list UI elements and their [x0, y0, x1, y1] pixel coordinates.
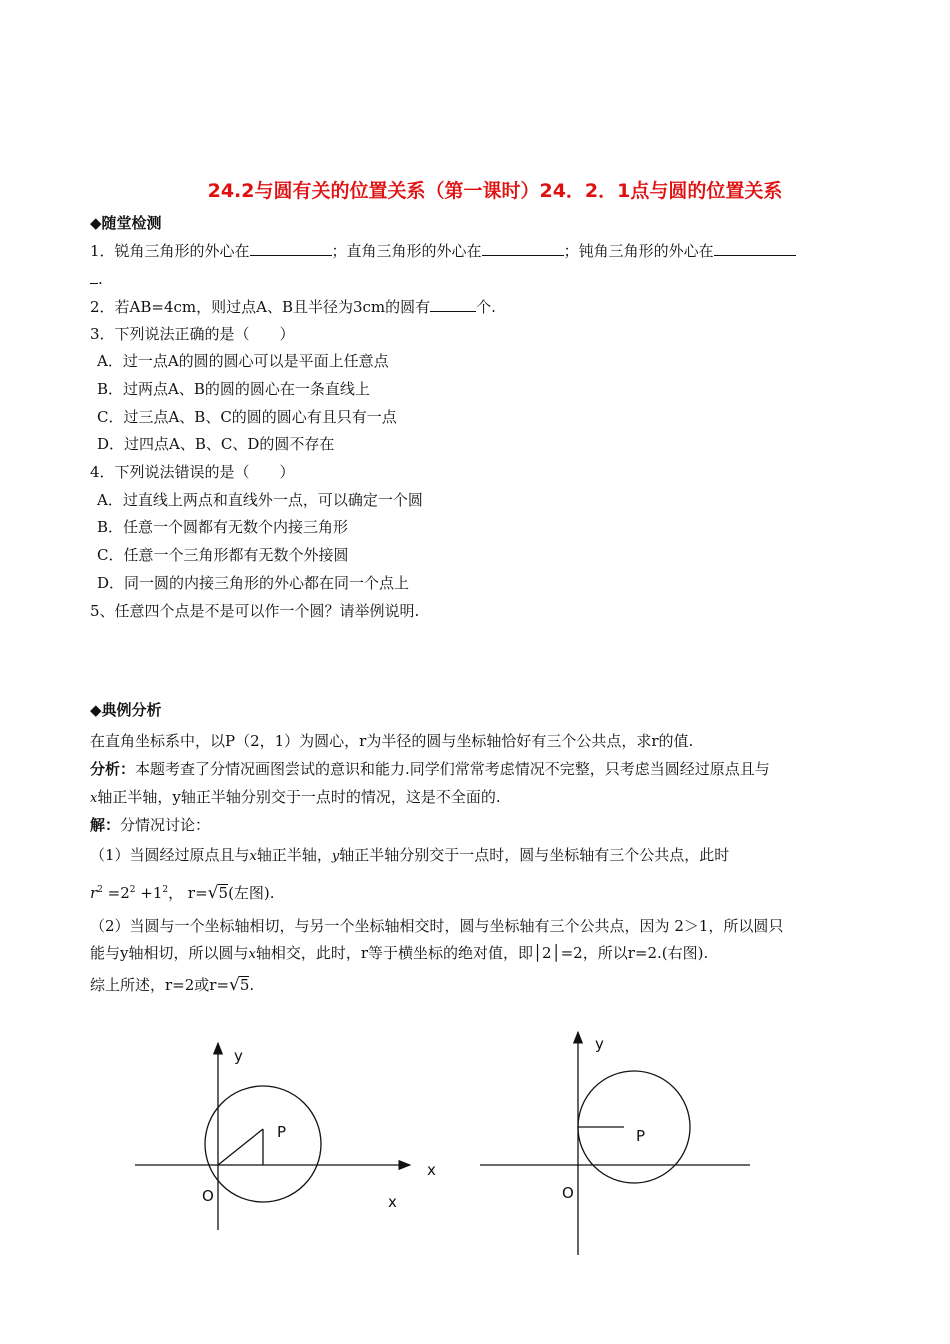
analysis-line-2: [90, 787, 501, 809]
q2-part-a: 2．若AB=4cm，则过点A、B且半径为3cm的圆有: [90, 298, 431, 316]
origin-label: O: [202, 1187, 214, 1205]
formula-part: (左图).: [228, 884, 275, 902]
q3-option-b: B．过两点A、B的圆的圆心在一条直线上: [97, 380, 370, 398]
formula-part: +1: [135, 884, 163, 902]
origin-label: O: [562, 1184, 574, 1202]
question-4: 4．下列说法错误的是（ ）: [90, 463, 295, 481]
conclusion-text: 综上所述，r=2或r=: [90, 976, 230, 994]
question-5: 5、任意四个点是不是可以作一个圆？请举例说明.: [90, 602, 420, 620]
q3-option-d: D．过四点A、B、C、D的圆不存在: [97, 435, 335, 453]
case1-text-b: 轴正半轴，: [256, 846, 332, 864]
case-1-line-1: [90, 845, 729, 867]
case-1-formula: [90, 880, 275, 903]
conclusion-end: .: [249, 976, 255, 994]
case2-text-b: 轴相交，此时，r等于横坐标的绝对值，即│2│=2，所以r=2.(右图).: [255, 944, 709, 962]
example-problem: 在直角坐标系中，以P（2，1）为圆心，r为半径的圆与坐标轴恰好有三个公共点，求r的值.: [90, 732, 694, 750]
solution-line: [90, 815, 210, 835]
section-heading-example: ◆典例分析: [90, 701, 162, 719]
q2-part-b: 个.: [476, 298, 496, 316]
x-label: x: [427, 1161, 436, 1179]
var-r: r: [90, 884, 98, 902]
p-label: P: [277, 1123, 287, 1141]
q3-option-a: A．过一点A的圆的圆心可以是平面上任意点: [97, 352, 389, 370]
sqrt-sign: √: [229, 975, 240, 995]
analysis-label: 分析：: [90, 760, 136, 778]
conclusion-line: [90, 975, 254, 995]
radius-line: [218, 1129, 263, 1165]
q4-option-b: B．任意一个圆都有无数个内接三角形: [97, 518, 349, 536]
answer-blank: [90, 269, 98, 284]
case-2-line-1: （2）当圆与一个坐标轴相切，与另一个坐标轴相交时，圆与坐标轴有三个公共点，因为 2＞1，所以圆只: [90, 917, 784, 935]
answer-blank: [430, 297, 476, 312]
exponent: 2: [162, 885, 169, 895]
var-x: x: [90, 791, 98, 806]
q4-option-a: A．过直线上两点和直线外一点，可以确定一个圆: [97, 491, 423, 509]
p-label: P: [636, 1127, 646, 1145]
analysis-text: 本题考查了分情况画图尝试的意识和能力.同学们常常考虑情况不完整，只考虑当圆经过原点且与: [135, 760, 770, 778]
formula-part: =2: [102, 884, 130, 902]
y-label: y: [234, 1047, 243, 1065]
q4-option-c: C．任意一个三角形都有无数个外接圆: [97, 546, 349, 564]
sqrt-sign: √: [207, 883, 219, 903]
case2-text-a: 能与y轴相切，所以圆与: [90, 944, 249, 962]
case1-text-a: （1）当圆经过原点且与: [90, 846, 250, 864]
x-label-2: x: [388, 1193, 397, 1211]
var-x: x: [248, 947, 256, 962]
page-title: 24.2与圆有关的位置关系（第一课时）24．2．1点与圆的位置关系: [207, 180, 783, 202]
left-figure: [120, 1035, 450, 1235]
solution-label: 解：: [90, 816, 121, 834]
answer-blank: [714, 241, 796, 256]
q1-part-c: ；钝角三角形的外心在: [563, 242, 714, 260]
question-3: 3．下列说法正确的是（ ）: [90, 325, 295, 343]
question-2: [90, 297, 496, 317]
q1-part-d: .: [98, 270, 103, 288]
solution-text: 分情况讨论：: [120, 816, 211, 834]
q1-part-a: 1．锐角三角形的外心在: [90, 242, 250, 260]
var-x: x: [249, 849, 257, 864]
analysis-text-2: 轴正半轴，y轴正半轴分别交于一点时的情况，这是不全面的.: [97, 788, 501, 806]
sqrt-radicand: 5: [218, 884, 229, 902]
right-figure: [470, 1020, 770, 1260]
var-y: y: [331, 849, 340, 864]
y-label: y: [595, 1035, 604, 1053]
question-1: [90, 241, 796, 261]
answer-blank: [482, 241, 564, 256]
sqrt-radicand: 5: [239, 976, 250, 994]
case1-text-c: 轴正半轴分别交于一点时，圆与坐标轴有三个公共点，此时: [339, 846, 730, 864]
formula-part: ， r=: [168, 884, 208, 902]
section-heading-quiz: ◆随堂检测: [90, 214, 162, 232]
analysis-line-1: [90, 759, 770, 779]
exponent: 2: [97, 885, 103, 895]
answer-blank: [250, 241, 332, 256]
q3-option-c: C．过三点A、B、C的圆的圆心有且只有一点: [97, 408, 397, 426]
exponent: 2: [129, 885, 136, 895]
question-1-tail: [90, 269, 103, 289]
case-2-line-2: [90, 943, 708, 965]
q1-part-b: ；直角三角形的外心在: [331, 242, 482, 260]
q4-option-d: D．同一圆的内接三角形的外心都在同一个点上: [97, 574, 410, 592]
